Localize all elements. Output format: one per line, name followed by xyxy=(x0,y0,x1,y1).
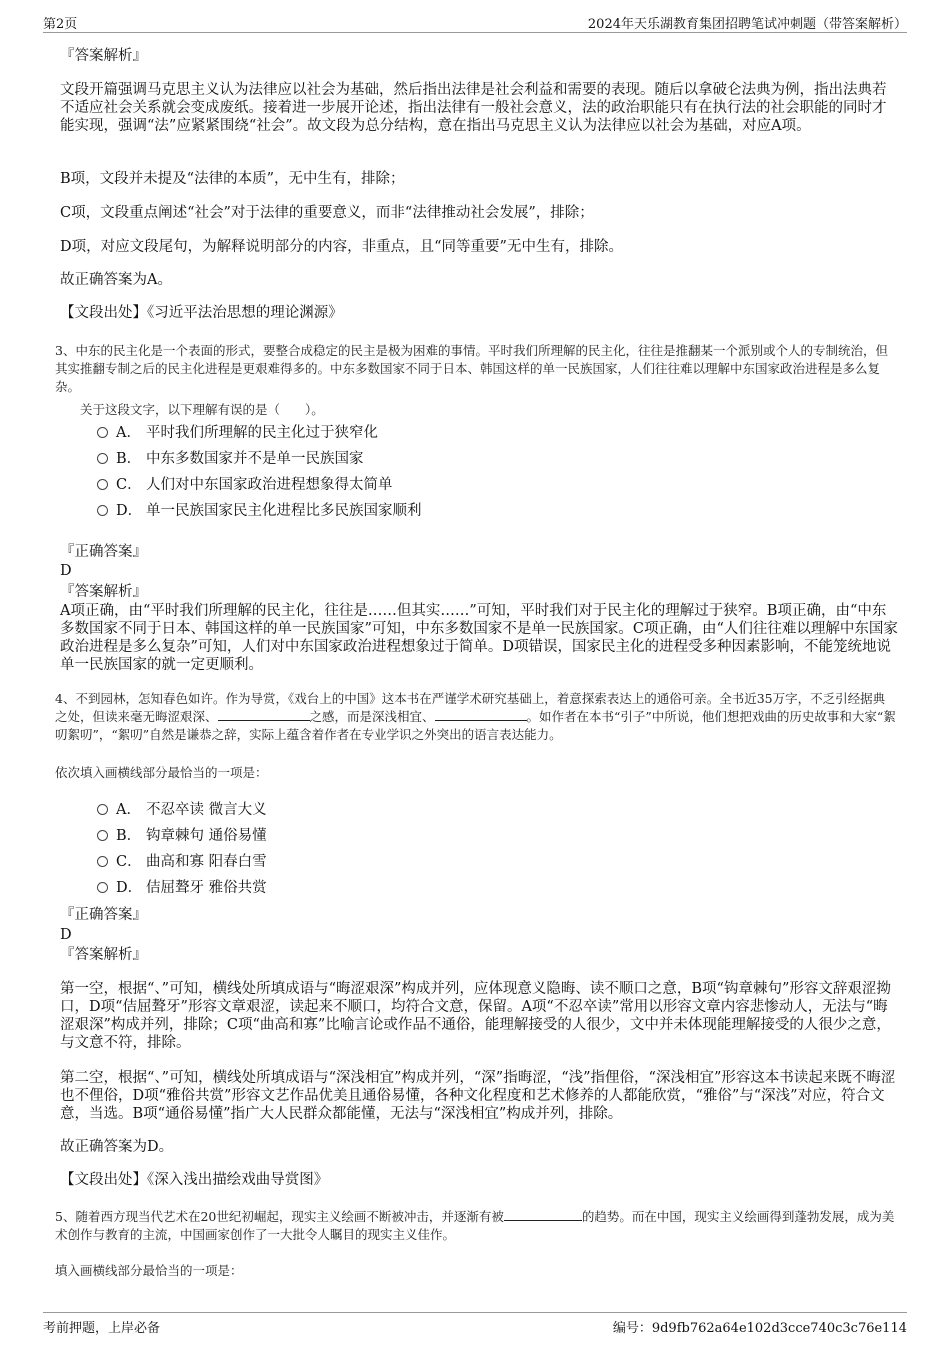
question-stem: 4、不到园林，怎知春色如许。作为导赏，《戏台上的中国》这本书在严谨学术研究基础上，着意探索表达上的通俗可亲。全书近35万字，不乏引经据典之处，但读来毫无晦涩艰深、 之感，而是深浅相宜、 。如作者在本书“引子”中所说，他们想把戏曲的历史故事和大家“絮叨絮叨”，“絮叨”自然是谦恭之辞，实际上蕴含着作者在专业学识之外突出的语言表达能力。 xyxy=(55,691,896,742)
analysis-paragraph: A项正确，由“平时我们所理解的民主化，往往是……但其实……”可知，平时我们对于民主化的理解过于狭窄。B项正确，由“中东多数国家不同于日本、韩国这样的单一民族国家”可知，中东多数国家不是单一民族国家。C项正确，由“人们往往难以理解中东国家政治进程是多么复杂”可知，人们对中东国家政治进程想象过于简单。D项错误，国家民主化的进程受多种因素影响，不能笼统地说单一民族国家的就一定更顺利。 xyxy=(60,603,898,673)
fill-blank xyxy=(218,708,310,721)
radio-icon[interactable] xyxy=(97,882,108,893)
option-b[interactable]: B． 钩章棘句 通俗易懂 xyxy=(97,826,267,846)
analysis-label: 『答案解析』 xyxy=(60,947,147,963)
option-a[interactable]: A． 平时我们所理解的民主化过于狭窄化 xyxy=(97,423,378,443)
answer-conclusion: 故正确答案为A。 xyxy=(60,272,172,288)
footer-slogan: 考前押题，上岸必备 xyxy=(43,1321,161,1336)
analysis-label: 『答案解析』 xyxy=(60,48,147,64)
option-c[interactable]: C． 人们对中东国家政治进程想象得太简单 xyxy=(97,475,393,495)
correct-answer-label: 『正确答案』 xyxy=(60,907,147,923)
question-prompt: 关于这段文字，以下理解有误的是（ ）。 xyxy=(80,402,324,417)
source-citation: 【文段出处】《深入浅出描绘戏曲导赏图》 xyxy=(60,1172,329,1188)
answer-conclusion: 故正确答案为D。 xyxy=(60,1139,174,1155)
page-number: 第2页 xyxy=(43,17,78,32)
option-a[interactable]: A． 不忍卒读 微言大义 xyxy=(97,800,267,820)
correct-answer: D xyxy=(60,563,72,579)
analysis-paragraph: C项，文段重点阐述“社会”对于法律的重要意义，而非“法律推动社会发展”，排除； xyxy=(60,205,594,221)
page-header xyxy=(43,10,907,33)
question-prompt: 填入画横线部分最恰当的一项是： xyxy=(55,1263,243,1278)
fill-blank xyxy=(435,708,527,721)
fill-blank xyxy=(504,1208,582,1221)
radio-icon[interactable] xyxy=(97,427,108,438)
analysis-paragraph: 第一空，根据“、”可知，横线处所填成语与“晦涩艰深”构成并列，应体现意义隐晦、读不顺口之意，B项“钩章棘句”形容文辞艰涩拗口，D项“佶屈聱牙”形容文章艰涩，读起来不顺口，均符合文意，保留。A项“不忍卒读”常用以形容文章内容悲惨动人，无法与“晦涩艰深”构成并列，排除；C项“曲高和寡”比喻言论或作品不通俗，能理解接受的人很少，文中并未体现能理解接受的人很少之意，与文意不符，排除。 xyxy=(60,981,891,1051)
page-footer xyxy=(43,1312,907,1335)
analysis-paragraph: 文段开篇强调马克思主义认为法律应以社会为基础，然后指出法律是社会利益和需要的表现。随后以拿破仑法典为例，指出法典若不适应社会关系就会变成废纸。接着进一步展开论述，指出法律有一般社会意义，法的政治职能只有在执行法的社会职能的同时才能实现，强调“法”应紧紧围绕“社会”。故文段为总分结构，意在指出马克思主义认为法律应以社会为基础，对应A项。 xyxy=(60,82,887,134)
correct-answer: D xyxy=(60,927,72,943)
analysis-paragraph: B项，文段并未提及“法律的本质”，无中生有，排除； xyxy=(60,171,405,187)
source-citation: 【文段出处】《习近平法治思想的理论渊源》 xyxy=(60,305,343,321)
analysis-label: 『答案解析』 xyxy=(60,584,147,600)
option-c[interactable]: C． 曲高和寡 阳春白雪 xyxy=(97,852,267,872)
question-stem: 5、随着西方现当代艺术在20世纪初崛起，现实主义绘画不断被冲击，并逐渐有被 的趋势。而在中国，现实主义绘画得到蓬勃发展，成为美术创作与教育的主流，中国画家创作了一大批令人瞩目的现实主义佳作。 xyxy=(55,1209,895,1242)
document-id: 编号：9d9fb762a64e102d3cce740c3c76e114 xyxy=(612,1321,907,1336)
radio-icon[interactable] xyxy=(97,856,108,867)
radio-icon[interactable] xyxy=(97,479,108,490)
radio-icon[interactable] xyxy=(97,505,108,516)
radio-icon[interactable] xyxy=(97,804,108,815)
question-stem: 3、中东的民主化是一个表面的形式，要整合成稳定的民主是极为困难的事情。平时我们所理解的民主化，往往是推翻某一个派别或个人的专制统治，但其实推翻专制之后的民主化进程是更艰难得多的。中东多数国家不同于日本、韩国这样的单一民族国家，人们往往难以理解中东国家政治进程是多么复杂。 xyxy=(55,343,888,394)
analysis-paragraph: 第二空，根据“、”可知，横线处所填成语与“深浅相宜”构成并列，“深”指晦涩，“浅”指俚俗，“深浅相宜”形容这本书读起来既不晦涩也不俚俗，D项“雅俗共赏”形容文艺作品优美且通俗易懂，各种文化程度和艺术修养的人都能欣赏，“雅俗”与“深浅”对应，符合文意，当选。B项“通俗易懂”指广大人民群众都能懂，无法与“深浅相宜”构成并列，排除。 xyxy=(60,1070,896,1122)
option-b[interactable]: B． 中东多数国家并不是单一民族国家 xyxy=(97,449,364,469)
document-title: 2024年天乐湖教育集团招聘笔试冲刺题（带答案解析） xyxy=(587,17,907,32)
option-d[interactable]: D． 单一民族国家民主化进程比多民族国家顺利 xyxy=(97,501,422,521)
option-d[interactable]: D． 佶屈聱牙 雅俗共赏 xyxy=(97,878,267,898)
question-prompt: 依次填入画横线部分最恰当的一项是： xyxy=(55,765,268,780)
analysis-paragraph: D项，对应文段尾句，为解释说明部分的内容，非重点，且“同等重要”无中生有，排除。 xyxy=(60,239,623,255)
correct-answer-label: 『正确答案』 xyxy=(60,544,147,560)
radio-icon[interactable] xyxy=(97,453,108,464)
radio-icon[interactable] xyxy=(97,830,108,841)
